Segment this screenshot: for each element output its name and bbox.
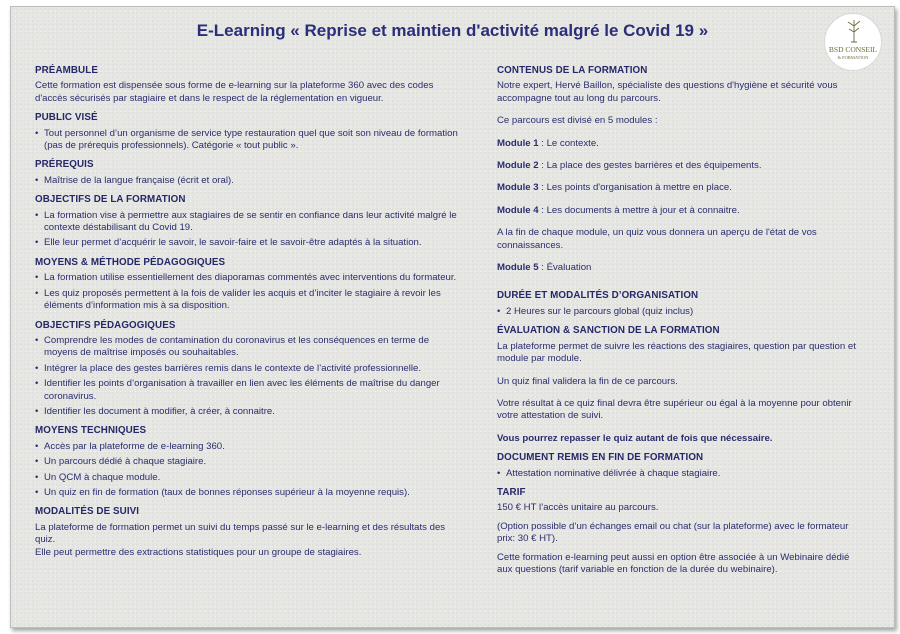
list-item: • Un parcours dédié à chaque stagiaire.	[35, 456, 465, 468]
section-heading: MODALITÉS DE SUIVI	[35, 506, 140, 518]
list-item: • Un QCM à chaque module.	[35, 472, 465, 484]
list-item: • Un quiz en fin de formation (taux de bonnes réponses supérieur à la moyenne requis).	[35, 487, 465, 499]
section-heading: CONTENUS DE LA FORMATION	[497, 65, 648, 76]
list-item: • Elle leur permet d’acquérir le savoir, le savoir-faire et le savoir-être adaptés à la situation.	[35, 237, 465, 249]
section-contenus	[497, 65, 863, 274]
list-item: • Intégrer la place des gestes barrières remis dans le contexte de l’activité professionnelle.	[35, 363, 465, 375]
section-heading: PRÉAMBULE	[35, 65, 98, 76]
right-column	[497, 65, 863, 583]
section-text: Elle peut permettre des extractions statistiques pour un groupe de stagiaires.	[35, 546, 362, 558]
section-document-remis	[497, 452, 863, 480]
page-title: E-Learning « Reprise et maintien d'activité malgré le Covid 19 »	[196, 21, 709, 40]
list-item: • Les quiz proposés permettent à la fois de valider les acquis et d’inciter le stagiaire à revoir les éléments d’information mis à sa disposition.	[35, 288, 465, 313]
module-text: : Les documents à mettre à jour et à connaitre.	[538, 204, 740, 216]
section-text: Cette formation est dispensée sous forme de e-learning sur la plateforme 360 avec des codes d'accès sécurisés par stagiaire et dans le respect de la réglementation en vigueur.	[35, 80, 434, 104]
section-heading: PRÉREQUIS	[35, 159, 94, 171]
section-public-vise	[35, 112, 465, 152]
module-line	[497, 262, 863, 274]
section-text: A la fin de chaque module, un quiz vous donnera un aperçu de l'état de vos connaissances.	[497, 227, 817, 251]
section-text-bold: Vous pourrez repasser le quiz autant de fois que nécessaire.	[497, 432, 773, 444]
module-line	[497, 138, 863, 150]
section-moyens-methode	[35, 257, 465, 313]
section-duree	[497, 290, 863, 318]
company-logo	[824, 13, 882, 71]
section-text: (Option possible d’un échanges email ou chat (sur la plateforme) avec le formateur prix: 30 € HT).	[497, 520, 849, 545]
module-text: : Le contexte.	[538, 137, 599, 149]
module-label: Module 1	[497, 137, 539, 149]
section-heading: TARIF	[497, 486, 526, 498]
module-line	[497, 205, 863, 217]
section-preambule	[35, 65, 465, 105]
module-label: Module 2	[497, 160, 539, 172]
left-column	[35, 65, 465, 566]
section-moyens-techniques	[35, 425, 465, 499]
list-item: • 2 Heures sur le parcours global (quiz inclus)	[497, 306, 863, 318]
section-heading: DURÉE ET MODALITÉS D’ORGANISATION	[497, 290, 699, 302]
logo-name: BSD CONSEIL	[828, 45, 878, 54]
module-label: Module 3	[497, 182, 539, 194]
section-text: Un quiz final validera la fin de ce parcours.	[497, 375, 678, 387]
list-item: • Tout personnel d’un organisme de service type restauration quel que soit son niveau de formation (pas de prérequis professionnels). Catégorie « tout public ».	[35, 128, 465, 153]
module-label: Module 5	[497, 262, 539, 274]
section-heading: DOCUMENT REMIS EN FIN DE FORMATION	[497, 452, 704, 464]
section-heading: ÉVALUATION & SANCTION DE LA FORMATION	[497, 325, 720, 337]
list-item: • Identifier les points d’organisation à travailler en lien avec les éléments de maîtrise du danger coronavirus.	[35, 378, 465, 403]
section-heading: OBJECTIFS DE LA FORMATION	[35, 194, 186, 206]
module-text: : La place des gestes barrières et des équipements.	[538, 160, 762, 172]
bird-sketch-icon	[845, 18, 863, 44]
section-tarif	[497, 487, 863, 576]
list-item: • Accès par la plateforme de e-learning 360.	[35, 441, 465, 453]
list-item: • Comprendre les modes de contamination du coronavirus et les conséquences en terme de moyens de maîtrise imposés ou souhaitables.	[35, 335, 465, 360]
section-text: Cette formation e-learning peut aussi en option être associée à un Webinaire dédié aux questions (tarif variable en fonction de la durée du webinaire).	[497, 551, 850, 575]
section-objectifs-formation	[35, 194, 465, 250]
document-page	[10, 6, 895, 628]
list-item: • La formation utilise essentiellement des diaporamas commentés avec interventions du formateur.	[35, 272, 465, 284]
module-label: Module 4	[497, 204, 539, 216]
section-prerequis	[35, 159, 465, 187]
list-item: • Maîtrise de la langue française (écrit et oral).	[35, 175, 465, 187]
section-heading: OBJECTIFS PÉDAGOGIQUES	[35, 319, 176, 331]
section-text: 150 € HT l’accès unitaire au parcours.	[497, 502, 659, 514]
section-heading: PUBLIC VISÉ	[35, 112, 98, 124]
section-text: La plateforme de formation permet un suivi du temps passé sur le e-learning et des résultats des quiz.	[35, 521, 446, 546]
module-text: : Les points d'organisation à mettre en place.	[538, 182, 732, 194]
list-item: • Identifier les document à modifier, à créer, à connaitre.	[35, 406, 465, 418]
section-heading: MOYENS TECHNIQUES	[35, 425, 147, 437]
section-evaluation	[497, 325, 863, 445]
logo-subtitle: & FORMATION	[837, 55, 869, 60]
module-text: : Évaluation	[538, 262, 592, 274]
list-item: • La formation vise à permettre aux stagiaires de se sentir en confiance dans leur activité malgré le contexte déstabilisant du Covid 19.	[35, 210, 465, 235]
module-line	[497, 160, 863, 172]
list-item: • Attestation nominative délivrée à chaque stagiaire.	[497, 468, 863, 480]
section-heading: MOYENS & MÉTHODE PÉDAGOGIQUES	[35, 256, 226, 268]
section-text: La plateforme permet de suivre les réactions des stagiaires, question par question et module par module.	[497, 340, 856, 365]
section-text: Votre résultat à ce quiz final devra être supérieur ou égal à la moyenne pour obtenir votre attestation de suivi.	[497, 397, 852, 422]
section-text: Notre expert, Hervé Baillon, spécialiste des questions d'hygiène et sécurité vous accompagne tout au long du parcours.	[497, 80, 838, 104]
section-modalites-suivi	[35, 506, 465, 559]
section-objectifs-pedagogiques	[35, 320, 465, 419]
section-text: Ce parcours est divisé en 5 modules :	[497, 115, 658, 127]
module-line	[497, 182, 863, 194]
